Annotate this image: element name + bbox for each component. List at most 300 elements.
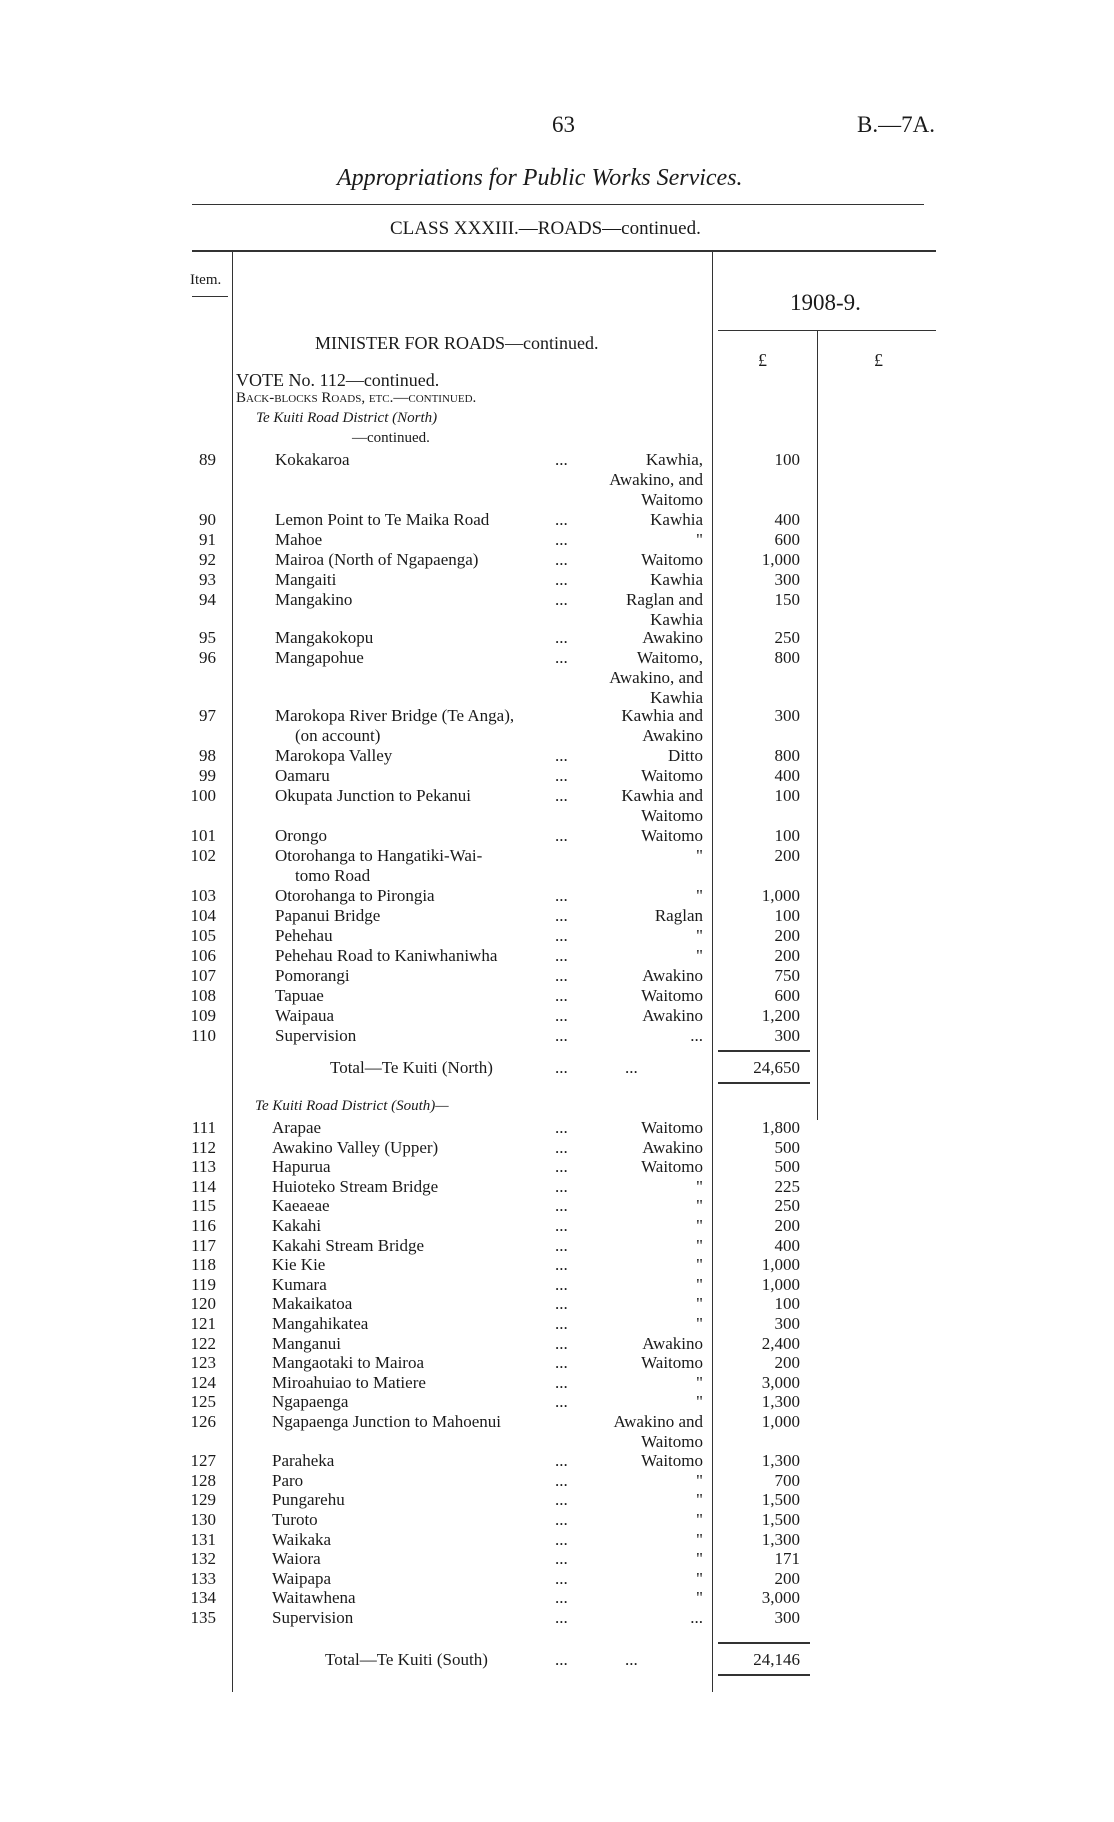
item-number: 105 — [190, 926, 216, 945]
item-number: 99 — [199, 766, 216, 785]
county-district: Ditto — [668, 746, 703, 765]
county-district: Awakino — [642, 1006, 703, 1025]
item-number: 106 — [190, 946, 216, 965]
amount: 600 — [774, 530, 800, 549]
item-number: 125 — [190, 1392, 216, 1411]
leader-dots: ... — [555, 1373, 568, 1392]
road-name: Mangaotaki to Mairoa — [272, 1353, 425, 1372]
item-number: 108 — [190, 986, 216, 1005]
road-name: Otorohanga to Hangatiki-Wai- — [275, 846, 483, 865]
county-district: Awakino — [642, 966, 703, 985]
county-district: Waitomo — [641, 550, 703, 569]
amount: 3,000 — [761, 1373, 800, 1392]
amount: 500 — [774, 1138, 800, 1157]
road-name: Waitawhena — [272, 1588, 356, 1607]
leader-dots: ... — [555, 550, 568, 569]
leader-dots: ... — [555, 1177, 568, 1196]
road-name: Tapuae — [275, 986, 324, 1005]
amount: 500 — [774, 1157, 800, 1176]
road-name: Mangakino — [275, 590, 353, 609]
county-district: Kawhia — [650, 570, 703, 589]
leader-dots: ... — [555, 1471, 568, 1490]
table-row — [0, 846, 1114, 885]
leader-dots: ... — [555, 590, 568, 609]
class-heading: CLASS XXXIII.—ROADS—continued. — [390, 218, 701, 239]
county-district: " — [696, 1216, 703, 1235]
road-name: Arapae — [272, 1118, 322, 1137]
total-row — [0, 1650, 1114, 1670]
item-number: 114 — [191, 1177, 216, 1196]
item-number: 127 — [190, 1451, 216, 1470]
column-header-year: 1908-9. — [790, 290, 861, 315]
total-label: Total—Te Kuiti (South) — [325, 1650, 488, 1669]
county-district: Awakino and — [613, 1412, 703, 1431]
table-row — [0, 1530, 1114, 1550]
table-row — [0, 1196, 1114, 1216]
amount: 200 — [774, 926, 800, 945]
table-row — [0, 570, 1114, 590]
item-number: 94 — [199, 590, 216, 609]
table-row — [0, 1138, 1114, 1158]
amount: 171 — [774, 1549, 800, 1568]
leader-dots: ... — [555, 1334, 568, 1353]
item-number: 115 — [191, 1196, 216, 1215]
amount: 300 — [774, 1314, 800, 1333]
item-number: 116 — [191, 1216, 216, 1235]
leader-dots: ... — [555, 786, 568, 805]
table-row — [0, 1608, 1114, 1628]
item-number: 124 — [190, 1373, 216, 1392]
leader-dots: ... — [555, 1058, 568, 1077]
road-name: Mangakokopu — [275, 628, 374, 647]
road-name: Ngapaenga — [272, 1392, 349, 1411]
amount: 200 — [774, 846, 800, 865]
table-row — [0, 1569, 1114, 1589]
leader-dots: ... — [555, 966, 568, 985]
county-district: Waitomo — [641, 1451, 703, 1470]
county-district-line-3: Waitomo — [641, 490, 703, 509]
county-district: " — [696, 1255, 703, 1274]
amount: 700 — [774, 1471, 800, 1490]
amount: 300 — [774, 706, 800, 725]
road-name: Miroahuiao to Matiere — [272, 1373, 426, 1392]
item-number: 107 — [190, 966, 216, 985]
page-title: Appropriations for Public Works Services. — [337, 165, 743, 191]
item-number: 111 — [191, 1118, 216, 1137]
item-number: 117 — [191, 1236, 216, 1255]
county-district: Kawhia, — [645, 450, 703, 469]
item-number: 92 — [199, 550, 216, 569]
table-row — [0, 1373, 1114, 1393]
road-name: Kokakaroa — [275, 450, 350, 469]
county-district-line-2: Awakino, and — [609, 668, 703, 687]
county-district: Raglan — [654, 906, 703, 925]
amount: 200 — [774, 1216, 800, 1235]
county-district: " — [696, 846, 703, 865]
amount: 2,400 — [761, 1334, 800, 1353]
county-district: Waitomo — [641, 986, 703, 1005]
county-district: " — [696, 1236, 703, 1255]
amount: 1,800 — [761, 1118, 800, 1137]
item-number: 132 — [190, 1549, 216, 1568]
table-row — [0, 1236, 1114, 1256]
road-name: Waipaua — [275, 1006, 335, 1025]
table-row — [0, 1451, 1114, 1471]
amount: 1,000 — [761, 886, 800, 905]
amount: 400 — [774, 510, 800, 529]
amount: 300 — [774, 1608, 800, 1627]
county-district: Waitomo — [641, 766, 703, 785]
table-row — [0, 826, 1114, 846]
road-name: Mahoe — [275, 530, 323, 549]
county-district: " — [696, 886, 703, 905]
county-district: " — [696, 530, 703, 549]
leader-dots: ... — [555, 1588, 568, 1607]
item-number: 112 — [191, 1138, 216, 1157]
table-row — [0, 706, 1114, 745]
amount: 250 — [774, 1196, 800, 1215]
county-district: " — [696, 1196, 703, 1215]
county-district: ... — [690, 1608, 703, 1627]
title-rule — [192, 204, 924, 205]
total-rule — [718, 1050, 810, 1052]
leader-dots: ... — [555, 1353, 568, 1372]
road-name: Mangaiti — [275, 570, 337, 589]
south-district-heading: Te Kuiti Road District (South)— — [255, 1098, 449, 1114]
county-district: Waitomo — [641, 1353, 703, 1372]
table-row — [0, 1392, 1114, 1412]
road-name: Awakino Valley (Upper) — [272, 1138, 439, 1157]
item-number: 135 — [190, 1608, 216, 1627]
road-name: Kaeaeae — [272, 1196, 330, 1215]
total-rule — [718, 1642, 810, 1644]
road-name: Paraheka — [272, 1451, 335, 1470]
table-row — [0, 1177, 1114, 1197]
amount: 1,300 — [761, 1530, 800, 1549]
amount: 1,500 — [761, 1490, 800, 1509]
leader-dots: ... — [625, 1058, 638, 1077]
leader-dots: ... — [625, 1650, 638, 1669]
year-header-rule — [718, 330, 936, 331]
county-district-line-2: Kawhia — [650, 610, 703, 629]
table-row — [0, 926, 1114, 946]
column-header-pound-1: £ — [758, 350, 767, 370]
table-row — [0, 986, 1114, 1006]
county-district: Kawhia and — [621, 706, 703, 725]
north-district-heading: Te Kuiti Road District (North) — [256, 410, 438, 426]
item-number: 121 — [190, 1314, 216, 1333]
column-header-item: Item. — [190, 272, 222, 288]
table-row — [0, 648, 1114, 707]
item-number: 134 — [190, 1588, 216, 1607]
county-district: Awakino — [642, 628, 703, 647]
total-label: Total—Te Kuiti (North) — [330, 1058, 493, 1077]
table-row — [0, 1510, 1114, 1530]
item-number: 91 — [199, 530, 216, 549]
table-row — [0, 1490, 1114, 1510]
item-number: 133 — [190, 1569, 216, 1588]
county-district: " — [696, 1294, 703, 1313]
leader-dots: ... — [555, 1490, 568, 1509]
leader-dots: ... — [555, 1392, 568, 1411]
table-row — [0, 1157, 1114, 1177]
county-district: Kawhia and — [621, 786, 703, 805]
county-district: " — [696, 1530, 703, 1549]
table-row — [0, 746, 1114, 766]
county-district-line-2: Awakino, and — [609, 470, 703, 489]
county-district: ... — [690, 1026, 703, 1045]
amount: 100 — [774, 826, 800, 845]
leader-dots: ... — [555, 570, 568, 589]
county-district: Awakino — [642, 1334, 703, 1353]
table-row — [0, 1314, 1114, 1334]
table-row — [0, 1412, 1114, 1451]
county-district: Waitomo — [641, 826, 703, 845]
table-row — [0, 1471, 1114, 1491]
road-name: Papanui Bridge — [275, 906, 381, 925]
county-district: " — [696, 1314, 703, 1333]
leader-dots: ... — [555, 886, 568, 905]
table-row — [0, 628, 1114, 648]
county-district: " — [696, 1490, 703, 1509]
road-name: Marokopa Valley — [275, 746, 393, 765]
county-district-line-2: Waitomo — [641, 806, 703, 825]
leader-dots: ... — [555, 906, 568, 925]
road-name: Pehehau Road to Kaniwhaniwha — [275, 946, 498, 965]
county-district: " — [696, 1569, 703, 1588]
amount: 800 — [774, 746, 800, 765]
leader-dots: ... — [555, 1026, 568, 1045]
amount: 800 — [774, 648, 800, 667]
leader-dots: ... — [555, 1569, 568, 1588]
leader-dots: ... — [555, 946, 568, 965]
amount: 600 — [774, 986, 800, 1005]
road-name: Pehehau — [275, 926, 333, 945]
leader-dots: ... — [555, 1510, 568, 1529]
table-row — [0, 766, 1114, 786]
item-number: 100 — [190, 786, 216, 805]
leader-dots: ... — [555, 1118, 568, 1137]
county-district: " — [696, 1373, 703, 1392]
leader-dots: ... — [555, 648, 568, 667]
table-row — [0, 946, 1114, 966]
amount: 250 — [774, 628, 800, 647]
county-district: " — [696, 1510, 703, 1529]
table-row — [0, 1294, 1114, 1314]
amount: 200 — [774, 1353, 800, 1372]
table-row — [0, 886, 1114, 906]
table-row — [0, 450, 1114, 509]
road-name: Manganui — [272, 1334, 341, 1353]
road-name: Supervision — [272, 1608, 354, 1627]
county-district: " — [696, 1471, 703, 1490]
amount: 100 — [774, 786, 800, 805]
leader-dots: ... — [555, 450, 568, 469]
item-number: 103 — [190, 886, 216, 905]
road-name-continued: (on account) — [295, 726, 381, 745]
county-district: Awakino — [642, 1138, 703, 1157]
road-name: Kakahi — [272, 1216, 322, 1235]
road-name: Kakahi Stream Bridge — [272, 1236, 425, 1255]
item-number: 118 — [191, 1255, 216, 1274]
leader-dots: ... — [555, 1530, 568, 1549]
leader-dots: ... — [555, 1549, 568, 1568]
item-number: 131 — [190, 1530, 216, 1549]
amount: 225 — [774, 1177, 800, 1196]
county-district: Waitomo — [641, 1157, 703, 1176]
amount: 1,000 — [761, 1412, 800, 1431]
road-name: Orongo — [275, 826, 327, 845]
road-name: Mairoa (North of Ngapaenga) — [275, 550, 479, 569]
item-number: 93 — [199, 570, 216, 589]
item-number: 122 — [190, 1334, 216, 1353]
table-row — [0, 1255, 1114, 1275]
leader-dots: ... — [555, 530, 568, 549]
leader-dots: ... — [555, 1006, 568, 1025]
table-row — [0, 906, 1114, 926]
road-name: Okupata Junction to Pekanui — [275, 786, 471, 805]
table-row — [0, 1334, 1114, 1354]
table-row — [0, 1118, 1114, 1138]
county-district-line-2: Awakino — [642, 726, 703, 745]
item-number: 123 — [190, 1353, 216, 1372]
amount: 1,000 — [761, 1255, 800, 1274]
road-name: Mangapohue — [275, 648, 364, 667]
road-name: Kie Kie — [272, 1255, 326, 1274]
amount: 400 — [774, 1236, 800, 1255]
leader-dots: ... — [555, 1275, 568, 1294]
road-name-continued: tomo Road — [295, 866, 371, 885]
leader-dots: ... — [555, 1608, 568, 1627]
road-name: Waipapa — [272, 1569, 332, 1588]
county-district: " — [696, 1275, 703, 1294]
table-row — [0, 1275, 1114, 1295]
vote-heading: VOTE No. 112—continued. — [236, 370, 440, 390]
item-number: 128 — [190, 1471, 216, 1490]
item-number: 109 — [190, 1006, 216, 1025]
item-number: 110 — [191, 1026, 216, 1045]
amount: 1,500 — [761, 1510, 800, 1529]
item-number: 98 — [199, 746, 216, 765]
amount: 300 — [774, 1026, 800, 1045]
leader-dots: ... — [555, 926, 568, 945]
county-district: " — [696, 1588, 703, 1607]
total-amount: 24,146 — [753, 1650, 800, 1669]
amount: 300 — [774, 570, 800, 589]
road-name: Turoto — [272, 1510, 318, 1529]
north-district-continued: —continued. — [352, 430, 430, 446]
item-number: 104 — [190, 906, 216, 925]
item-number: 89 — [199, 450, 216, 469]
total-underline — [718, 1674, 810, 1676]
county-district: Waitomo — [641, 1118, 703, 1137]
item-number: 113 — [191, 1157, 216, 1176]
table-row — [0, 590, 1114, 629]
amount: 200 — [774, 946, 800, 965]
table-row — [0, 786, 1114, 825]
county-district: " — [696, 1177, 703, 1196]
backblocks-heading: Back-blocks Roads, etc.—continued. — [236, 390, 477, 406]
amount: 400 — [774, 766, 800, 785]
item-number: 126 — [190, 1412, 216, 1431]
road-name: Kumara — [272, 1275, 327, 1294]
road-name: Pungarehu — [272, 1490, 345, 1509]
leader-dots: ... — [555, 1196, 568, 1215]
amount: 1,300 — [761, 1392, 800, 1411]
leader-dots: ... — [555, 1236, 568, 1255]
table-top-rule — [192, 250, 936, 252]
table-row — [0, 1006, 1114, 1026]
county-district-line-3: Kawhia — [650, 688, 703, 707]
total-row — [0, 1058, 1114, 1078]
road-name: Waikaka — [272, 1530, 332, 1549]
leader-dots: ... — [555, 1451, 568, 1470]
county-district: " — [696, 1549, 703, 1568]
table-row — [0, 1588, 1114, 1608]
amount: 150 — [774, 590, 800, 609]
amount: 3,000 — [761, 1588, 800, 1607]
county-district: Waitomo, — [636, 648, 703, 667]
item-number: 102 — [190, 846, 216, 865]
table-row — [0, 550, 1114, 570]
table-row — [0, 1026, 1114, 1046]
column-header-pound-2: £ — [874, 350, 883, 370]
leader-dots: ... — [555, 1314, 568, 1333]
road-name: Oamaru — [275, 766, 330, 785]
item-number: 90 — [199, 510, 216, 529]
amount: 100 — [774, 1294, 800, 1313]
amount: 1,000 — [761, 1275, 800, 1294]
county-district: " — [696, 926, 703, 945]
road-name: Ngapaenga Junction to Mahoenui — [272, 1412, 501, 1431]
road-name: Hapurua — [272, 1157, 331, 1176]
amount: 1,300 — [761, 1451, 800, 1470]
county-district: Raglan and — [626, 590, 703, 609]
leader-dots: ... — [555, 1157, 568, 1176]
item-header-rule — [192, 296, 228, 297]
road-name: Lemon Point to Te Maika Road — [275, 510, 490, 529]
item-number: 129 — [190, 1490, 216, 1509]
leader-dots: ... — [555, 1294, 568, 1313]
county-district: " — [696, 946, 703, 965]
leader-dots: ... — [555, 1255, 568, 1274]
table-row — [0, 1353, 1114, 1373]
item-number: 96 — [199, 648, 216, 667]
table-row — [0, 530, 1114, 550]
road-name: Huioteko Stream Bridge — [272, 1177, 439, 1196]
item-number: 130 — [190, 1510, 216, 1529]
county-district: Kawhia — [650, 510, 703, 529]
amount: 200 — [774, 1569, 800, 1588]
amount: 1,000 — [761, 550, 800, 569]
document-reference: B.—7A. — [857, 112, 935, 137]
amount: 1,200 — [761, 1006, 800, 1025]
road-name: Paro — [272, 1471, 304, 1490]
road-name: Makaikatoa — [272, 1294, 353, 1313]
leader-dots: ... — [555, 986, 568, 1005]
table-row — [0, 1549, 1114, 1569]
road-name: Supervision — [275, 1026, 357, 1045]
item-number: 120 — [190, 1294, 216, 1313]
road-name: Waiora — [272, 1549, 321, 1568]
amount: 750 — [774, 966, 800, 985]
leader-dots: ... — [555, 1650, 568, 1669]
page-number: 63 — [552, 112, 575, 137]
leader-dots: ... — [555, 510, 568, 529]
minister-heading: MINISTER FOR ROADS—continued. — [315, 333, 599, 353]
road-name: Pomorangi — [275, 966, 350, 985]
table-row — [0, 1216, 1114, 1236]
